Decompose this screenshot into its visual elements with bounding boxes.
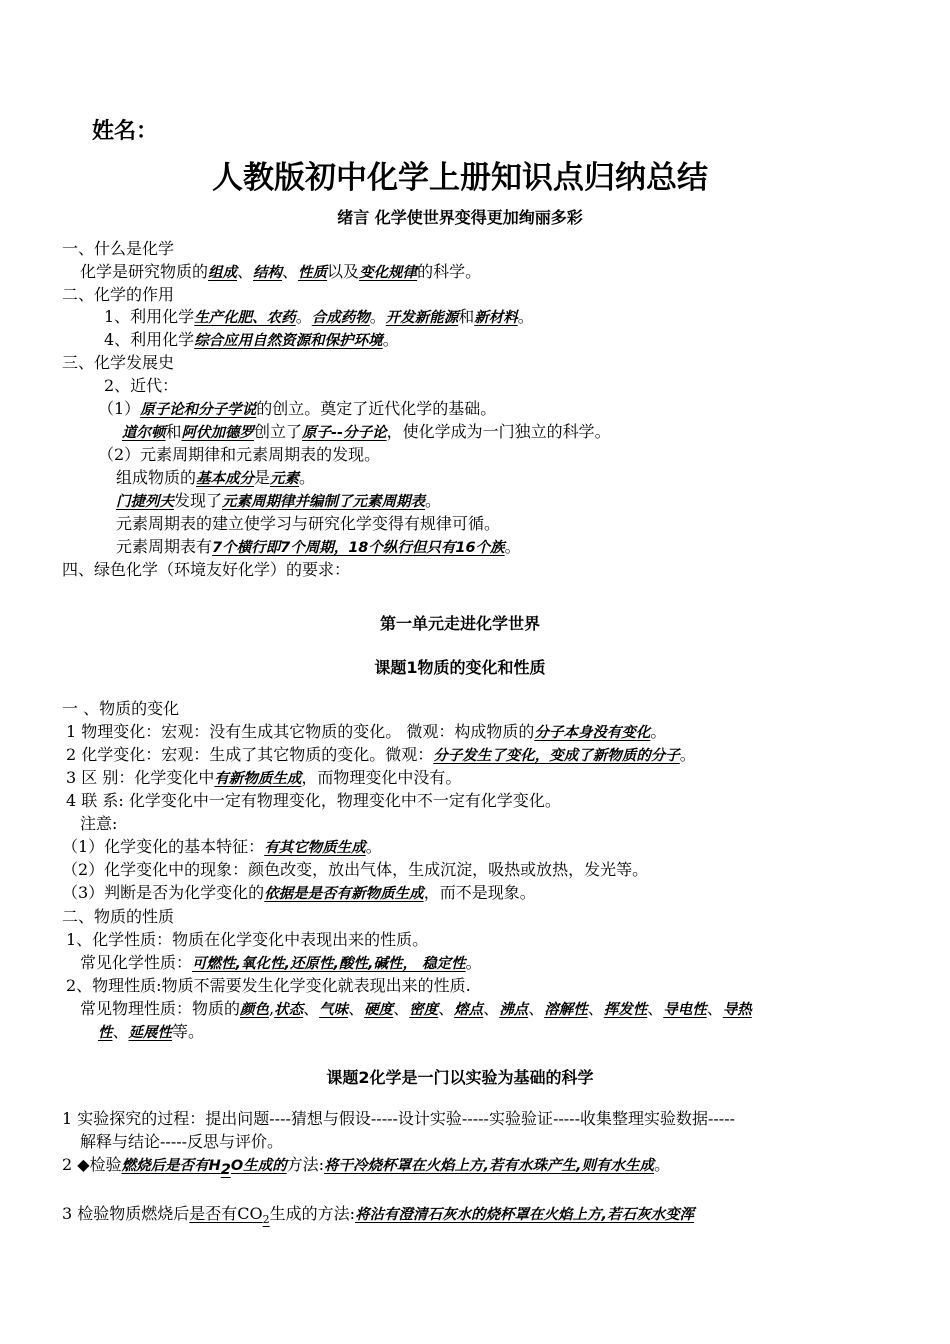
section-heading: 二、化学的作用: [62, 285, 175, 304]
text-line: （3）判断是否为化学变化的依据是是否有新物质生成，而不是现象。: [62, 883, 536, 902]
text-line: 组成物质的基本成分是元素。: [116, 468, 316, 487]
text-line: 常见物理性质：物质的颜色,状态、气味、硬度、密度、熔点、沸点、溶解性、挥发性、导电性、导热: [80, 999, 752, 1018]
text-line: （2）元素周期律和元素周期表的发现。: [98, 445, 381, 464]
text-line: 元素周期表的建立使学习与研究化学变得有规律可循。: [116, 514, 501, 533]
text-line: 2 化学变化：宏观：生成了其它物质的变化。微观：分子发生了变化，变成了新物质的分子。: [66, 745, 696, 764]
text-line: 4、利用化学综合应用自然资源和保护环境。: [104, 330, 399, 349]
section-heading: 一、什么是化学: [62, 239, 175, 258]
lesson-heading: 课题1物质的变化和性质: [374, 658, 546, 677]
text-line: 常见化学性质：可燃性,氧化性,还原性,酸性,碱性， 稳定性。: [80, 953, 482, 972]
text-line: 性、延展性等。: [98, 1022, 205, 1041]
text-line: 1、化学性质：物质在化学变化中表现出来的性质。: [66, 930, 429, 949]
lesson-heading: 课题2化学是一门以实验为基础的科学: [326, 1068, 594, 1087]
text-line: 2、近代：: [104, 376, 179, 395]
text-line: （2）化学变化中的现象：颜色改变，放出气体，生成沉淀，吸热或放热，发光等。: [62, 860, 649, 879]
text-line: 1、利用化学生产化肥、农药。合成药物。开发新能源和新材料。: [104, 307, 534, 326]
text-line: 3 检验物质燃烧后是否有$CO_2$生成的方法:将沾有澄清石灰水的烧杯罩在火焰上方,若石灰水变浑: [62, 1204, 695, 1227]
text-line: 道尔顿和阿伏加德罗创立了原子--分子论，使化学成为一门独立的科学。: [122, 422, 611, 441]
intro-heading: 绪言 化学使世界变得更加绚丽多彩: [337, 208, 583, 227]
text-line: 1 实验探究的过程：提出问题----猜想与假设-----设计实验-----实验验证-----收集整理实验数据-----: [62, 1109, 736, 1128]
text-line: 门捷列夫发现了元素周期律并编制了元素周期表。: [116, 491, 442, 510]
text-line: 解释与结论-----反思与评价。: [80, 1132, 284, 1151]
section-heading: 三、化学发展史: [62, 353, 175, 372]
text-line: 1 物理变化：宏观：没有生成其它物质的变化。 微观：构成物质的分子本身没有变化。: [66, 722, 667, 741]
text-line: （1）化学变化的基本特征：有其它物质生成。: [62, 837, 382, 856]
name-label: 姓名：: [92, 119, 159, 144]
text-line: 化学是研究物质的组成、结构、性质以及变化规律的科学。: [80, 262, 482, 281]
unit-heading: 第一单元走进化学世界: [379, 614, 540, 633]
document-title: 人教版初中化学上册知识点归纳总结: [212, 160, 708, 196]
text-line: 4 联 系: 化学变化中一定有物理变化，物理变化中不一定有化学变化。: [66, 791, 561, 810]
section-heading: 四、绿色化学（环境友好化学）的要求：: [62, 560, 351, 579]
text-line: 2、物理性质:物质不需要发生化学变化就表现出来的性质.: [66, 976, 471, 995]
text-line: 2 ◆检验燃烧后是否有$H_2O$生成的方法:将干冷烧杯罩在火焰上方,若有水珠产生,则有水生成。: [62, 1155, 671, 1179]
text-line: 元素周期表有7个横行即7个周期，18个纵行但只有16个族。: [116, 537, 521, 556]
section-heading: 一 、物质的变化: [62, 699, 180, 718]
section-heading: 二、物质的性质: [62, 907, 175, 926]
text-line: 注意:: [80, 814, 118, 833]
text-line: 3 区 别：化学变化中有新物质生成，而物理变化中没有。: [66, 768, 462, 787]
text-line: （1）原子论和分子学说的创立。奠定了近代化学的基础。: [98, 399, 497, 418]
